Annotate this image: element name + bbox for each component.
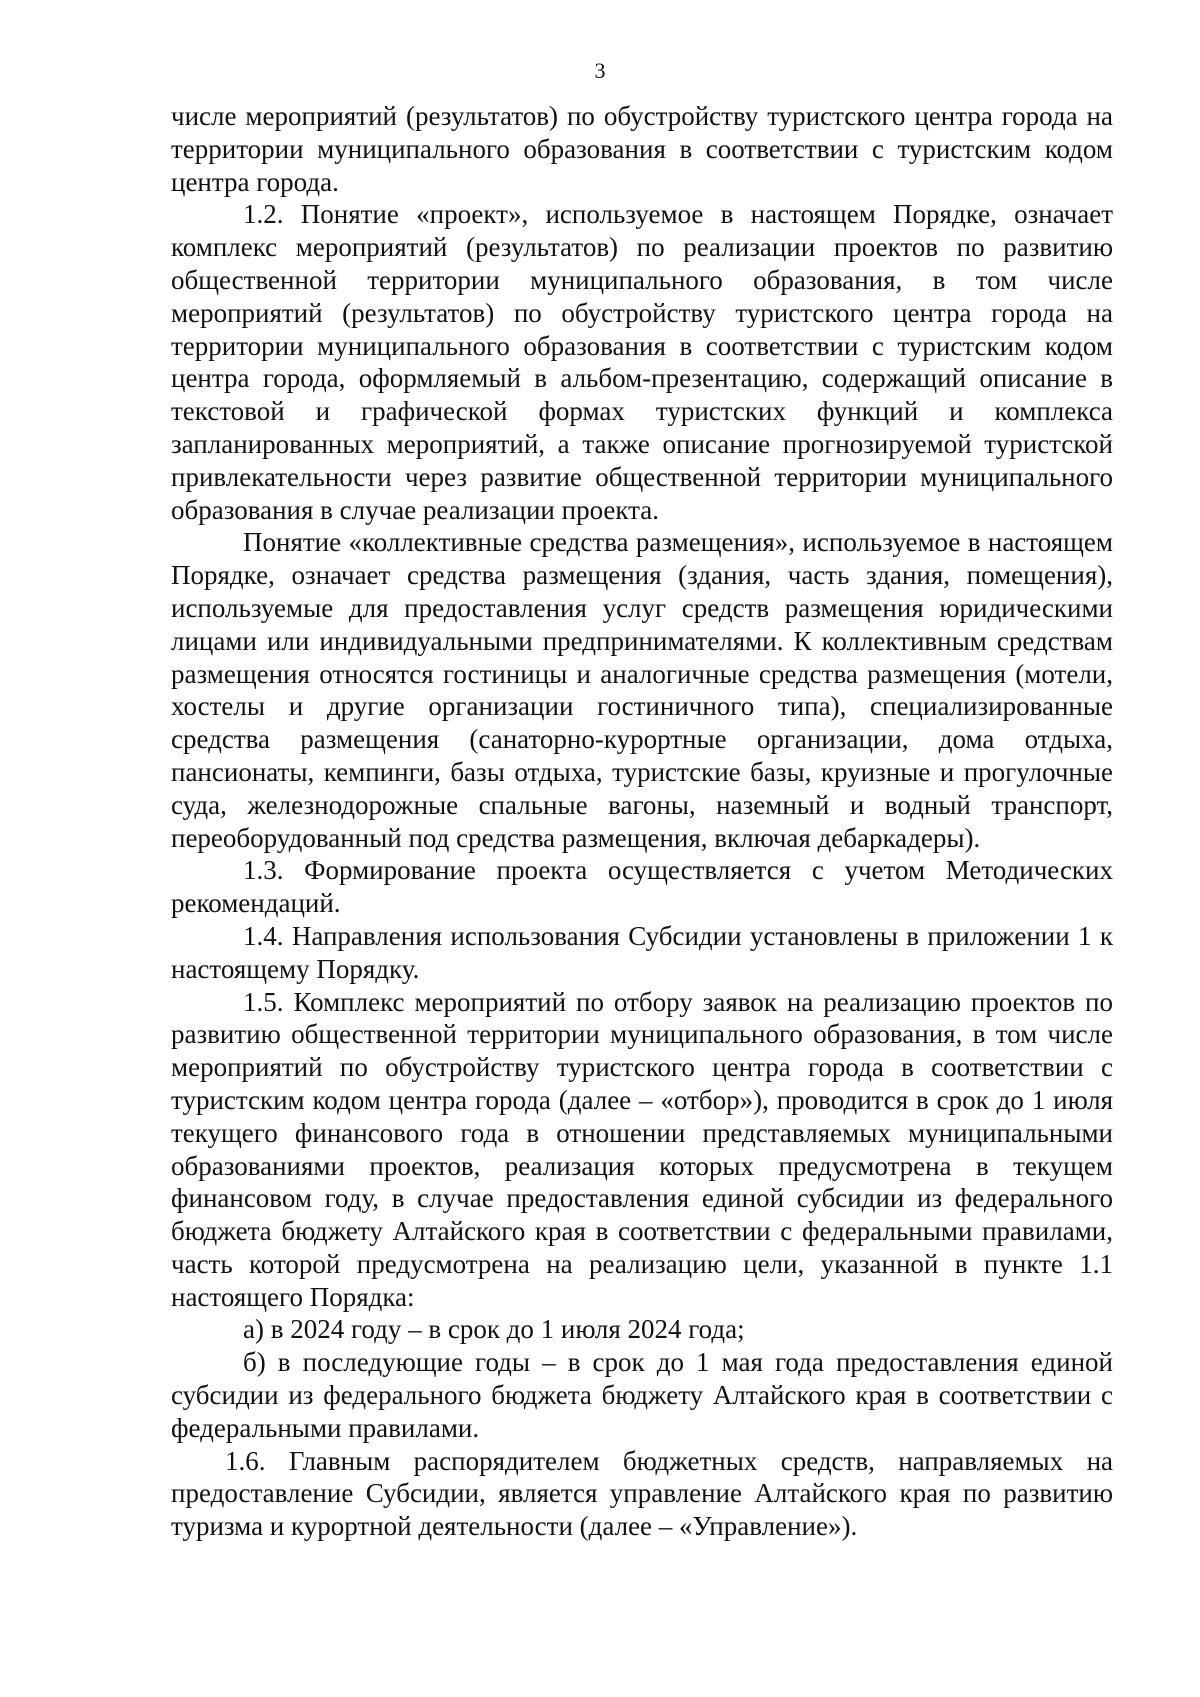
document-body <box>171 100 1113 1543</box>
paragraph-collective-accommodation: Понятие «коллективные средства размещения», используемое в настоящем Порядке, означает средства размещения (здания, часть здания, помещения), используемые для предоставления услуг средств размещения юридическими лицами или индивидуальными предпринимателями. К коллективным средствам размещения относятся гостиницы и аналогичные средства размещения (мотели, хостелы и другие организации гостиничного типа), специализированные средства размещения (санаторно-курортные организации, дома отдыха, пансионаты, кемпинги, базы отдыха, туристские базы, круизные и прогулочные суда, железнодорожные спальные вагоны, наземный и водный транспорт, переоборудованный под средства размещения, включая дебаркадеры). <box>171 527 1113 853</box>
paragraph-1-5: 1.5. Комплекс мероприятий по отбору заявок на реализацию проектов по развитию общественной территории муниципального образования, в том числе мероприятий по обустройству туристского центра города в соответствии с туристским кодом центра города (далее – «отбор»), проводится в срок до 1 июля текущего финансового года в отношении представляемых муниципальными образованиями проектов, реализация которых предусмотрена в текущем финансовом году, в случае предоставления единой субсидии из федерального бюджета бюджету Алтайского края в соответствии с федеральными правилами, часть которой предусмотрена на реализацию цели, указанной в пункте 1.1 настоящего Порядка: <box>171 986 1113 1312</box>
paragraph-1-6: 1.6. Главным распорядителем бюджетных средств, направляемых на предоставление Субсидии, является управление Алтайского края по развитию туризма и курортной деятельности (далее – «Управление»). <box>171 1445 1113 1542</box>
paragraph-continuation: числе мероприятий (результатов) по обустройству туристского центра города на территории муниципального образования в соответствии с туристским кодом центра города. <box>171 101 1113 197</box>
page-number: 3 <box>594 58 606 83</box>
paragraph-1-3: 1.3. Формирование проекта осуществляется с учетом Методических рекомендаций. <box>171 855 1113 919</box>
list-item-a: а) в 2024 году – в срок до 1 июля 2024 года; <box>243 1314 745 1345</box>
paragraph-1-2: 1.2. Понятие «проект», используемое в настоящем Порядке, означает комплекс мероприятий (результатов) по реализации проектов по развитию общественной территории муниципального образования, в том числе мероприятий (результатов) по обустройству туристского центра города на территории муниципального образования в соответствии с туристским кодом центра города, оформляемый в альбом-презентацию, содержащий описание в текстовой и графической формах туристских функций и комплекса запланированных мероприятий, а также описание прогнозируемой туристской привлекательности через развитие общественной территории муниципального образования в случае реализации проекта. <box>171 199 1113 525</box>
paragraph-1-4: 1.4. Направления использования Субсидии установлены в приложении 1 к настоящему Порядку. <box>171 920 1113 984</box>
list-item-b: б) в последующие годы – в срок до 1 мая года предоставления единой субсидии из федерального бюджета бюджету Алтайского края в соответствии с федеральными правилами. <box>171 1347 1113 1443</box>
